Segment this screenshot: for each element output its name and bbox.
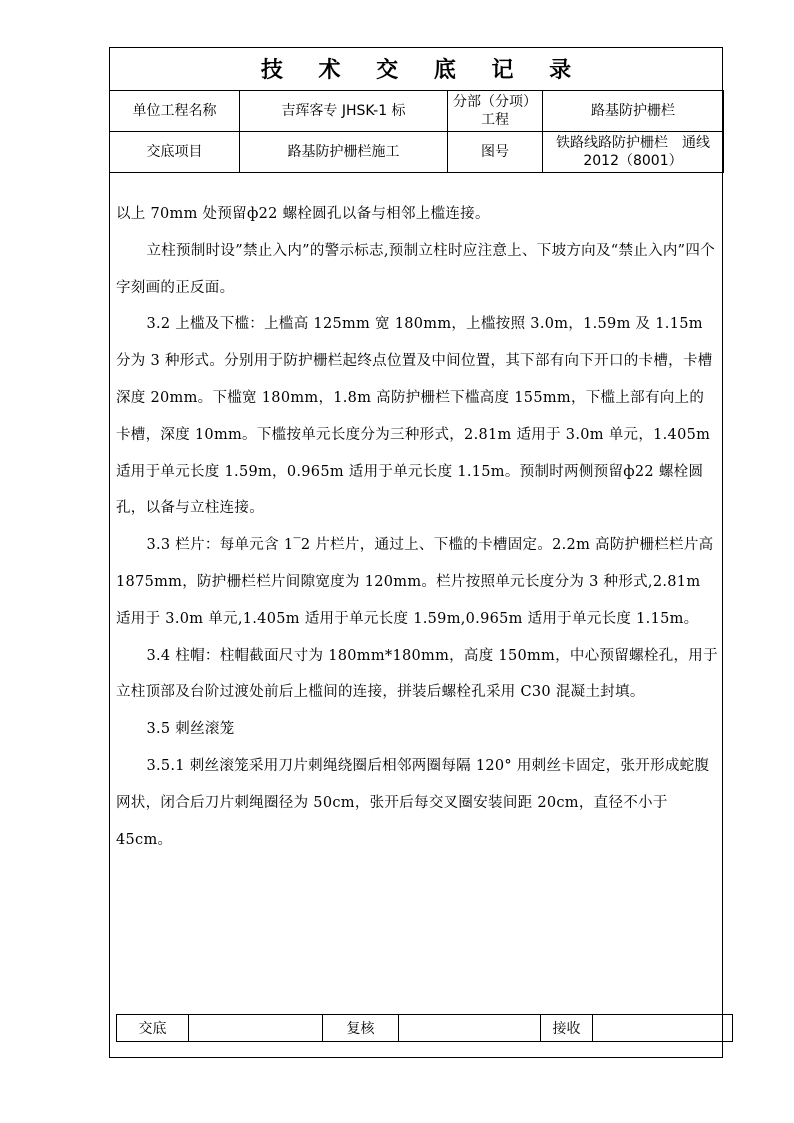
- unit-name-label: 单位工程名称: [110, 91, 240, 132]
- paragraph-barbed-wire-detail: 3.5.1 刺丝滚笼采用刀片刺绳绕圈后相邻两圈每隔 120° 用刺丝卡固定，张开形成蛇腹网状，闭合后刀片刺绳圈径为 50cm，张开后每交叉圈安装间距 20cm，直径不小于 45cm。: [116, 757, 710, 848]
- receive-label: 接收: [541, 1015, 593, 1042]
- paragraph-warning-sign: 立柱预制时设”禁止入内”的警示标志,预制立柱时应注意上、下坡方向及“禁止入内”四个字刻画的正反面。: [116, 242, 715, 296]
- receive-signature-field[interactable]: [593, 1015, 733, 1042]
- paragraph-barbed-wire-heading: 3.5 刺丝滚笼: [146, 721, 235, 738]
- header-table: [109, 90, 724, 173]
- paragraph-panel: 3.3 栏片：每单元含 1‾2 片栏片，通过上、下槛的卡槽固定。2.2m 高防护栅栏栏片高 1875mm，防护栅栏栏片间隙宽度为 120mm。栏片按照单元长度分为 3 种形式,2.81m 适用于 3.0m 单元,1.405m 适用于单元长度 1.59m,0.965m 适用于单元长度 1.15m。: [116, 537, 714, 627]
- unit-name-value: 吉珲客专 JHSK-1 标: [240, 91, 448, 132]
- handover-signature-field[interactable]: [189, 1015, 323, 1042]
- disclosure-item-value: 路基防护栅栏施工: [240, 132, 448, 173]
- paragraph-sill: 3.2 上槛及下槛：上槛高 125mm 宽 180mm，上槛按照 3.0m，1.59m 及 1.15m 分为 3 种形式。分别用于防护栅栏起终点位置及中间位置，其下部有向下开口的卡槽，卡槽深度 20mm。下槛宽 180mm，1.8m 高防护栅栏下槛高度 155mm，下槛上部有向上的卡槽，深度 10mm。下槛按单元长度分为三种形式，2.81m 适用于 3.0m 单元，1.405m 适用于单元长度 1.59m，0.965m 适用于单元长度 1.15m。预制时两侧预留ф22 螺栓圆孔，以备与立柱连接。: [116, 316, 713, 517]
- review-label: 复核: [323, 1015, 399, 1042]
- paragraph-continuation: 以上 70mm 处预留ф22 螺栓圆孔以备与相邻上槛连接。: [116, 206, 490, 222]
- paragraph-post-cap: 3.4 柱帽：柱帽截面尺寸为 180mm*180mm，高度 150mm，中心预留螺栓孔，用于立柱顶部及台阶过渡处前后上槛间的连接，拼装后螺栓孔采用 C30 混凝土封填。: [116, 647, 718, 701]
- record-title: 技 术 交 底 记 录: [260, 58, 586, 83]
- division-label: 分部（分项）工程: [448, 91, 543, 132]
- disclosure-body: [116, 196, 718, 858]
- record-frame: [109, 47, 723, 1058]
- signature-table: [116, 1014, 733, 1042]
- division-value: 路基防护栅栏: [543, 91, 724, 132]
- handover-label: 交底: [117, 1015, 189, 1042]
- drawing-number-label: 图号: [448, 132, 543, 173]
- drawing-number-value: 铁路线路防护栅栏 通线 2012（8001）: [543, 132, 724, 173]
- disclosure-item-label: 交底项目: [110, 132, 240, 173]
- review-signature-field[interactable]: [399, 1015, 541, 1042]
